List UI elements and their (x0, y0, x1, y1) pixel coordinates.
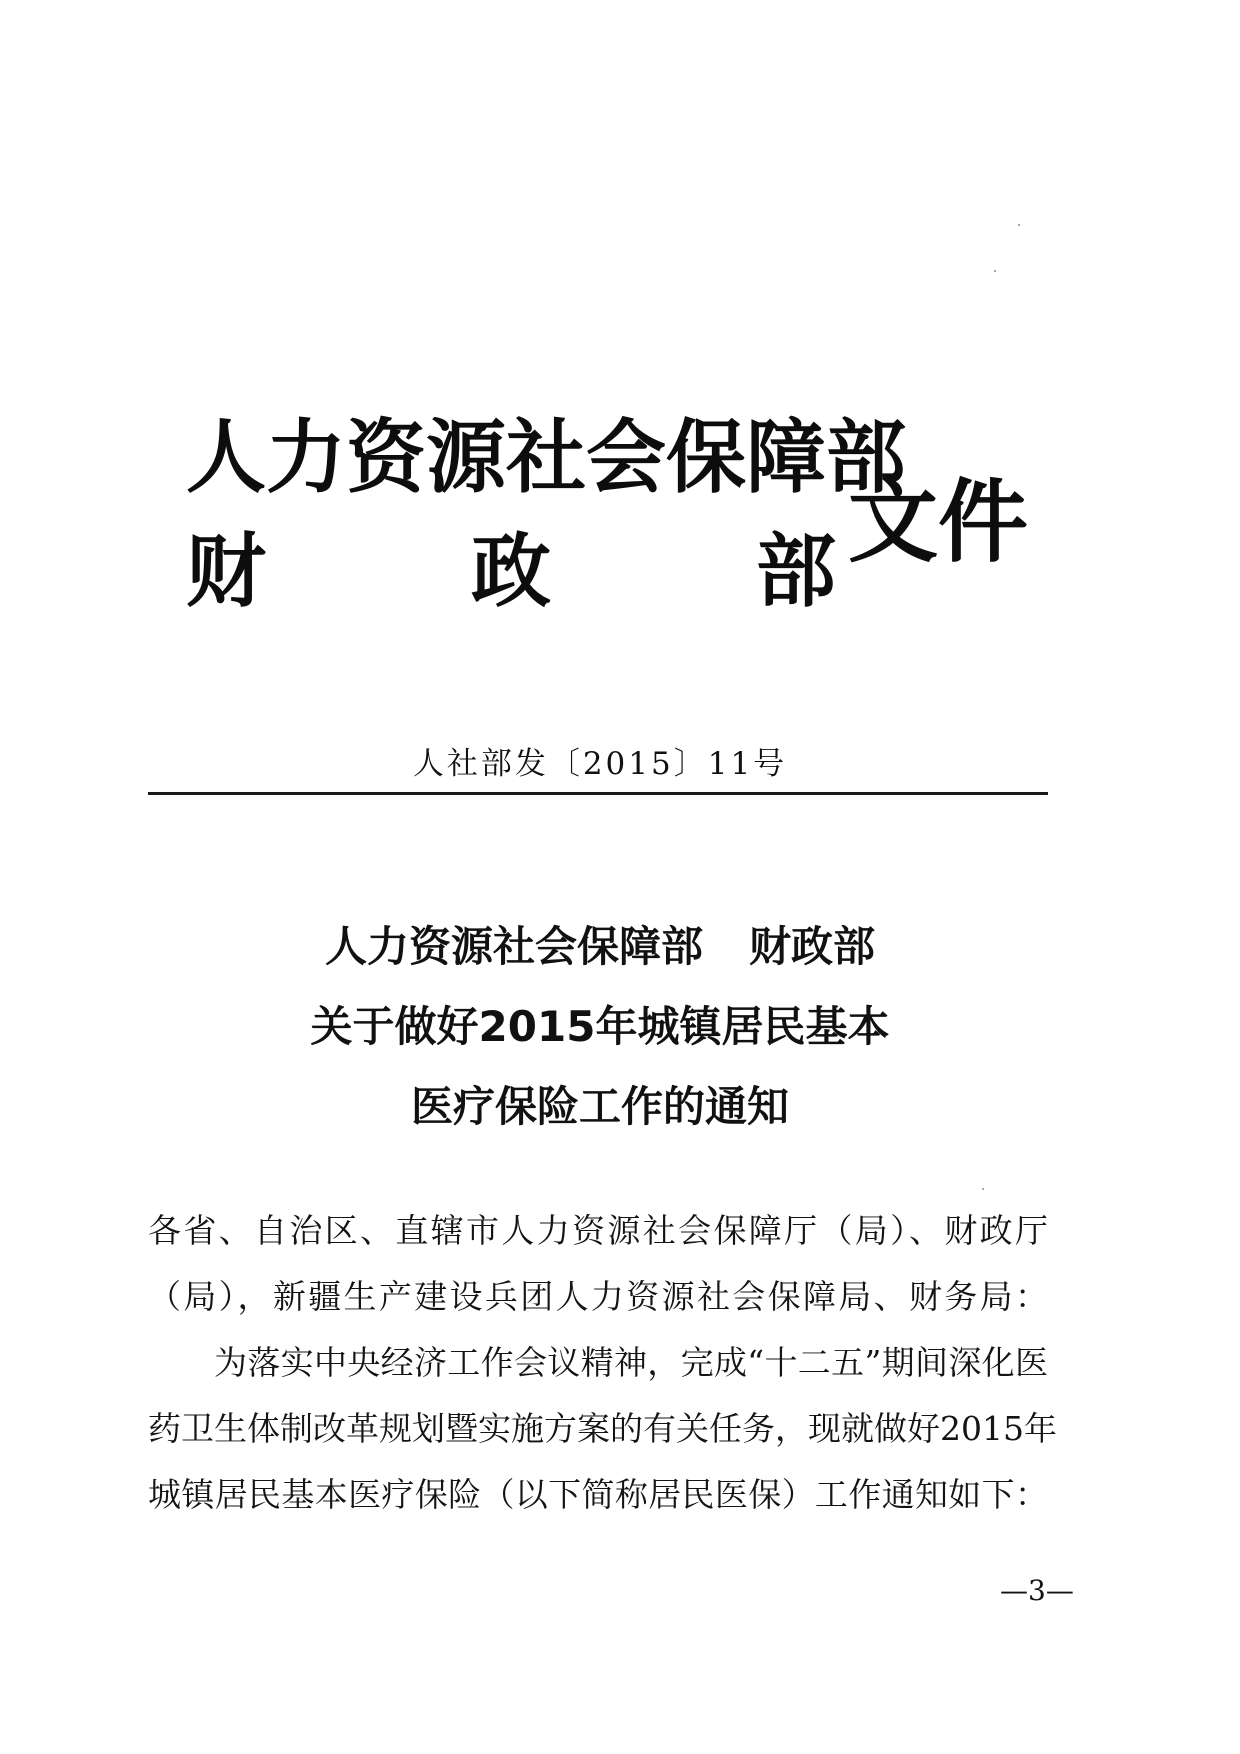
title-line-1 (0, 922, 1200, 971)
title-issuer-b: 财政部 (749, 922, 876, 971)
document-number: 人社部发〔2015〕11号 (412, 746, 788, 782)
paragraph-line-3: 城镇居民基本医疗保险（以下简称居民医保）工作通知如下： (148, 1475, 1048, 1514)
addressee-line-1: 各省、自治区、直辖市人力资源社会保障厅（局）、财政厅 (148, 1211, 1048, 1250)
issuer-finance-char-3: 部 (756, 525, 836, 618)
issuer-finance-char-1: 财 (186, 525, 266, 618)
document-label: 文件 (848, 470, 1028, 575)
issuer-ministry-finance (186, 525, 836, 618)
scan-speck (982, 1188, 984, 1190)
issuer-finance-char-2: 政 (471, 525, 551, 618)
title-issuer-a: 人力资源社会保障部 (324, 922, 703, 971)
page-number: —3— (1000, 1574, 1074, 1607)
title-line-3: 医疗保险工作的通知 (410, 1082, 789, 1131)
addressee-line-2: （局），新疆生产建设兵团人力资源社会保障局、财务局： (148, 1277, 1048, 1316)
paragraph-line-2: 药卫生体制改革规划暨实施方案的有关任务，现就做好2015年 (148, 1409, 1057, 1448)
title-line-2: 关于做好2015年城镇居民基本 (310, 1002, 890, 1051)
header-divider (148, 792, 1048, 795)
scan-speck (994, 270, 996, 272)
scan-speck (1018, 224, 1020, 226)
issuer-ministry-hrss: 人力资源社会保障部 (186, 411, 906, 504)
paragraph-line-1: 为落实中央经济工作会议精神，完成“十二五”期间深化医 (214, 1343, 1048, 1382)
